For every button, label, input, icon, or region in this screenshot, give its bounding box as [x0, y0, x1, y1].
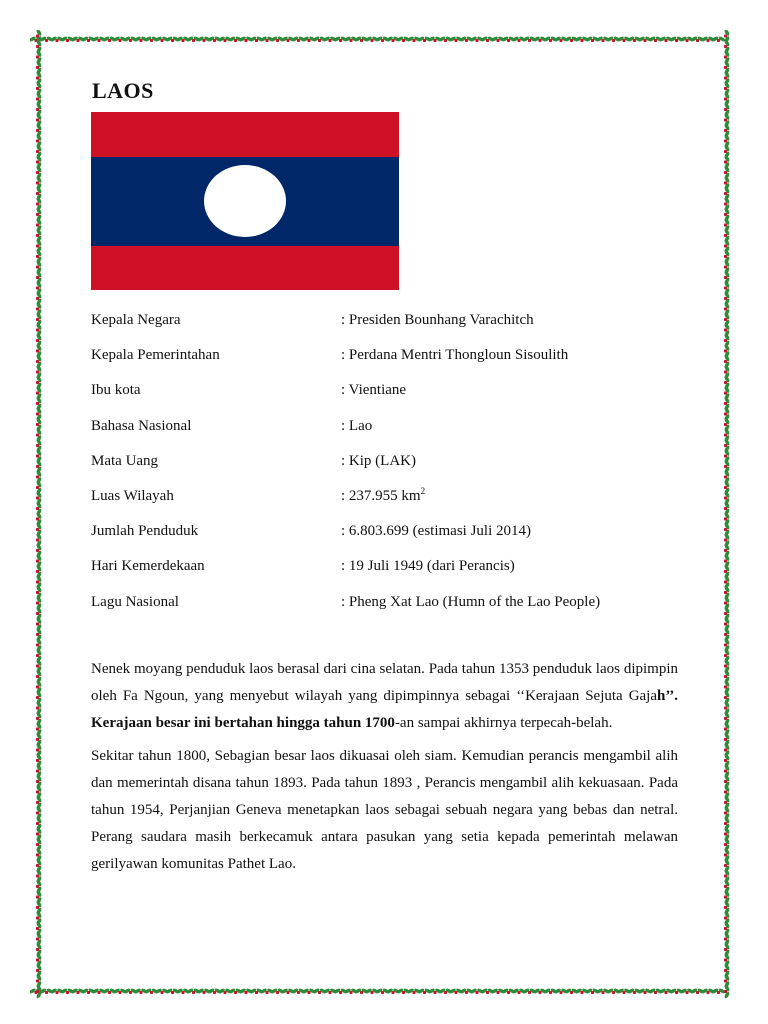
history-paragraph-2: Sekitar tahun 1800, Sebagian besar laos dikuasai oleh siam. Kemudian perancis mengambil alih dan memerintah disana tahun 1893. Pada tahun 1893 , Perancis mengambil alih kekuasaan. Pada tahun 1954, Perjanjian Geneva menetapkan laos sebagai sebuah negara yang bebas dan netral. Perang saudara masih berkecamuk antara pasukan yang setia kepada pemerintah melawan gerilyawan komunitas Pathet Lao.: [91, 747, 678, 873]
country-info-table: [91, 303, 691, 620]
info-key: Kepala Negara: [91, 312, 181, 328]
info-row-head-of-state: [91, 303, 691, 338]
info-key: Mata Uang: [91, 452, 159, 469]
holly-border-left: [30, 30, 48, 1000]
info-value: : 6.803.699 (estimasi Juli 2014): [341, 523, 531, 540]
page-title: LAOS: [92, 78, 154, 103]
info-key: Hari Kemerdekaan: [91, 558, 205, 575]
flag-red-stripe-top: [91, 112, 399, 157]
flag-white-disc: [204, 165, 286, 237]
info-key: Kepala Pemerintahan: [91, 347, 220, 364]
info-row-head-of-government: [91, 338, 691, 373]
info-row-national-anthem: [91, 585, 691, 620]
info-value: : Vientiane: [341, 382, 407, 399]
info-value: [341, 479, 425, 513]
holly-border-right-icon: [718, 30, 736, 1000]
info-value-text: : 237.955 km: [341, 487, 421, 504]
info-value-superscript: 2: [420, 485, 426, 496]
holly-border-top-icon: [30, 30, 730, 48]
info-value: : Lao: [341, 417, 373, 434]
holly-border-right: [718, 30, 736, 1000]
info-value: : Perdana Mentri Thongloun Sisoulith: [341, 347, 569, 364]
info-row-currency: [91, 444, 691, 479]
holly-border-top: [30, 30, 730, 48]
info-value: : 19 Juli 1949 (dari Perancis): [341, 558, 515, 575]
holly-border-bottom: [30, 982, 730, 1000]
info-key: Jumlah Penduduk: [91, 523, 199, 540]
info-key: Bahasa Nasional: [91, 417, 192, 434]
info-row-population: [91, 514, 691, 549]
info-key: Lagu Nasional: [91, 593, 179, 610]
history-text: [91, 656, 678, 884]
info-row-independence-day: [91, 549, 691, 584]
paragraph-text: -an sampai akhirnya terpecah-belah.: [394, 715, 613, 732]
holly-border-bottom-icon: [30, 982, 730, 1000]
info-row-capital: [91, 373, 691, 408]
info-key: Luas Wilayah: [91, 487, 174, 504]
paragraph-bold-text: h’’. Kerajaan besar ini bertahan hingga tahun 1700: [91, 688, 678, 732]
history-paragraph-1: [91, 656, 678, 738]
holly-border-left-icon: [30, 30, 48, 1000]
info-key: Ibu kota: [91, 382, 141, 399]
laos-flag-icon: [91, 112, 399, 290]
info-row-area: [91, 479, 691, 514]
paragraph-text: Nenek moyang penduduk laos berasal dari cina selatan. Pada tahun 1353 penduduk laos dipimpin oleh Fa Ngoun, yang menyebut wilayah yang dipimpinnya sebagai ‘‘Kerajaan Sejuta Gaja: [91, 661, 678, 705]
info-value: : Pheng Xat Lao (Humn of the Lao People): [341, 593, 601, 610]
info-value: : Presiden Bounhang Varachitch: [341, 312, 534, 328]
info-value: : Kip (LAK): [341, 452, 416, 469]
flag-red-stripe-bottom: [91, 246, 399, 290]
info-row-language: [91, 409, 691, 444]
laos-flag: [91, 112, 399, 290]
